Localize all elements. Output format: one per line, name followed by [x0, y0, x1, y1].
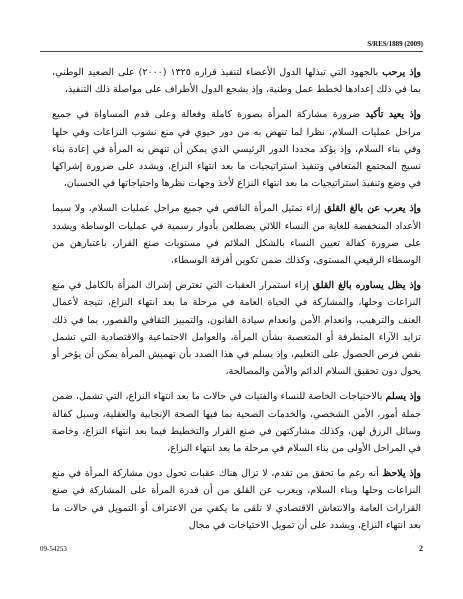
paragraph [52, 277, 421, 380]
paragraph [52, 388, 421, 457]
footer-doc-number: 09-54253 [40, 545, 67, 553]
paragraph-lead: وإذ يسلم [385, 391, 421, 403]
paragraph-text: بالجهود التي تبذلها الدول الأعضاء لتنفيذ قراره ١٣٢٥ (٢٠٠٠) على الصعيد الوطني، بما في ذلك إعدادها لخطط عمل وطنية، وإذ يشجع الدول الأطراف على مواصلة ذلك التنفيذ، [52, 67, 421, 96]
paragraph-text: أنه رغم ما تحقق من تقدم، لا تزال هناك عقبات تحول دون مشاركة المرأة في منع النزاعات وحلها وبناء السلام، ويعرب عن القلق من أن قدرة المرأة على المشاركة في صنع القرارات العامة والانتعاش الاقتصادي لا تلقى ما يكفي من الاعتراف أو التمويل في حالات ما بعد انتهاء النزاع، ويشدد على أن تمويل الاحتياجات في مجال [52, 468, 421, 531]
paragraph-lead: وإذ يرحب [382, 67, 422, 78]
paragraph-lead: وإذ يلاحظ [382, 468, 421, 480]
paragraph-lead: وإذ يعرب عن بالغ القلق [324, 203, 421, 215]
paragraph [52, 64, 421, 98]
paragraph [52, 465, 421, 534]
paragraph [52, 200, 421, 269]
paragraph-text: إزاء تمثيل المرأة الناقص في جميع مراحل عمليات السلام، ولا سيما الأعداد المنخفضة للغاية من النساء اللائي يضطلعن بأدوار رسمية في عمليات الوساطة ويشدد على ضرورة كفالة تعيين النساء بالشكل الملائم في مستويات صنع القرار، باعتبارهن من الوسطاء الرفيعي المستوى، وكذلك ضمن تكوين أفرقة الوسطاء، [52, 203, 421, 267]
paragraph-text: بالاحتياجات الخاصة للنساء والفتيات في حالات ما بعد انتهاء النزاع، التي تشمل، ضمن جملة أمور، الأمن الشخصي، والخدمات الصحية بما فيها الصحة الإنجابية والعقلية، وسبل كفالة وسائل الرزق لهن، وكذلك مشاركتهن في صنع القرار والتخطيط فيما بعد انتهاء النزاع، وخاصة في المراحل الأولى من بناء السلام في مرحلة ما بعد انتهاء النزاع، [52, 391, 421, 455]
footer-page-number: 2 [419, 544, 423, 553]
document-body [52, 64, 421, 542]
document-header: S/RES/1889 (2009) [367, 40, 423, 48]
paragraph-lead: وإذ يعيد تأكيد [365, 109, 421, 121]
paragraph-lead: وإذ يظل يساوره بالغ القلق [312, 280, 421, 292]
paragraph-text: ضرورة مشاركة المرأة بصورة كاملة وفعالة وعلى قدم المساواة في جميع مراحل عمليات السلام، نظرا لما تنهض به من دور حيوي في منع نشوب النزاعات وفي حلها وفي بناء السلام، وإذ يؤكد مجددا الدور الرئيسي الذي يمكن أن تنهض به المرأة في إعادة بناء نسيج المجتمع المتعافي وتنفيذ استراتيجيات ما بعد انتهاء النزاع، ويشدد على ضرورة إشراكها في وضع وتنفيذ استراتيجيات ما بعد انتهاء النزاع لأخذ وجهات نظرها واحتياجاتها في الحسبان، [52, 109, 421, 190]
paragraph [52, 106, 421, 192]
header-rule [40, 51, 423, 52]
paragraph-text: إزاء استمرار العقبات التي تعترض إشراك المرأة بالكامل في منع النزاعات وحلها، والمشاركة في الحياة العامة في مرحلة ما بعد انتهاء النزاع، نتيجة لأعمال العنف والترهيب، وانعدام الأمن وانعدام سيادة القانون، والتمييز الثقافي والقصور، بما في ذلك تزايد الآراء المتطرفة أو المتعصبة بشأن المرأة، والعوامل الاجتماعية والاقتصادية التي تشمل نقص فرص الحصول على التعليم، وإذ يسلم في هذا الصدد بأن تهميش المرأة يمكن أن يؤخر أو يحول دون تحقيق السلام الدائم والأمن والمصالحة، [52, 280, 421, 378]
